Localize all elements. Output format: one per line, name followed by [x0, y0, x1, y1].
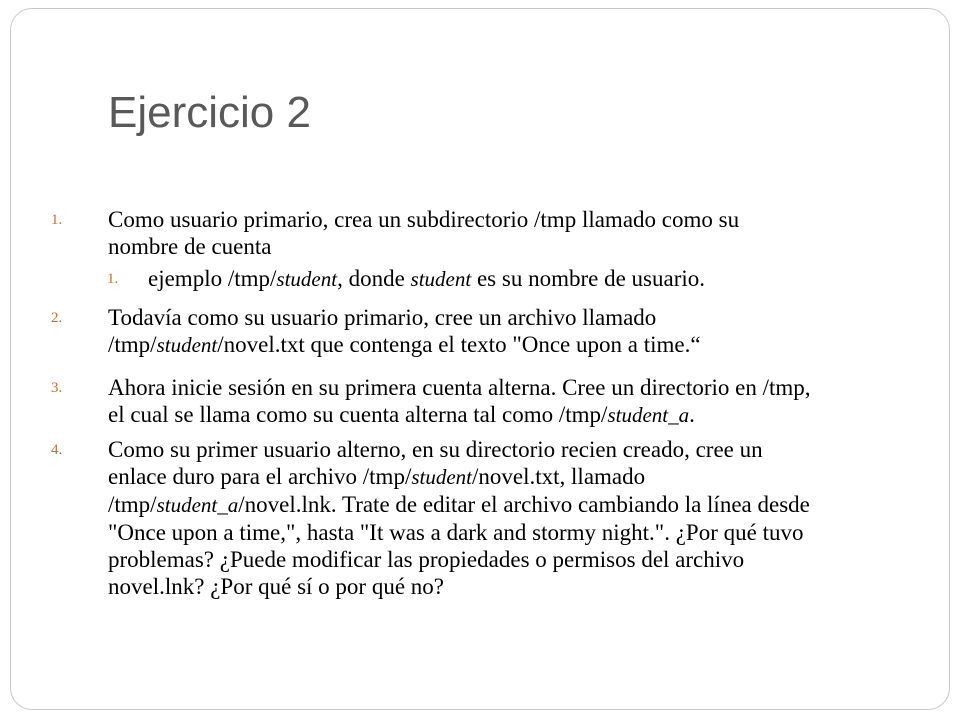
italic-text-run: student: [410, 267, 472, 291]
list-item-number: 1.: [107, 271, 119, 287]
text-run: /tmp/: [108, 332, 157, 357]
numbered-list: [11, 9, 949, 709]
list-item-number: 1.: [51, 212, 63, 228]
list-item-2: [51, 304, 948, 359]
list-item-text-line: [108, 463, 948, 491]
slide-title: Ejercicio 2: [108, 88, 311, 137]
list-item-text-line: "Once upon a time,", hasta "It was a dark and stormy night.". ¿Por qué tuvo: [108, 520, 804, 545]
list-item-text-line: [108, 331, 948, 359]
text-run: enlace duro para el archivo /tmp/: [108, 464, 412, 489]
list-item-text-line: Como su primer usuario alterno, en su directorio recien creado, cree un: [108, 437, 763, 462]
text-run: /tmp/: [108, 492, 157, 517]
text-run: /novel.txt que contenga el texto "Once upon a time.“: [217, 332, 701, 357]
text-run: /novel.lnk. Trate de editar el archivo cambiando la línea desde: [238, 492, 810, 517]
italic-text-run: student_a: [607, 403, 690, 427]
italic-text-run: student: [411, 465, 473, 489]
text-run: , donde: [337, 266, 411, 291]
list-item-text-line: Todavía como su usuario primario, cree un archivo llamado: [108, 305, 657, 330]
list-item-number: 2.: [51, 310, 63, 326]
text-run: /novel.txt, llamado: [472, 464, 646, 489]
list-item-text-line: Como usuario primario, crea un subdirectorio /tmp llamado como su: [108, 207, 740, 232]
list-item-4: [51, 436, 948, 600]
list-item-text-line: Ahora inicie sesión en su primera cuenta alterna. Cree un directorio en /tmp,: [108, 375, 811, 400]
italic-text-run: student: [156, 333, 218, 357]
text-run: es su nombre de usuario.: [471, 266, 706, 291]
list-subitem-1-1: [107, 265, 948, 293]
list-item-1: [51, 206, 948, 260]
list-item-text-line: novel.lnk? ¿Por qué sí o por qué no?: [108, 574, 444, 599]
list-item-text-line: [148, 265, 948, 293]
list-item-text-line: problemas? ¿Puede modificar las propiedades o permisos del archivo: [108, 547, 745, 572]
slide: [10, 8, 950, 710]
list-item-number: 4.: [51, 442, 63, 458]
list-item-text-line: [108, 401, 948, 429]
list-item-number: 3.: [51, 380, 63, 396]
text-run: el cual se llama como su cuenta alterna tal como /tmp/: [108, 402, 608, 427]
list-item-3: [51, 374, 948, 429]
italic-text-run: student_a: [156, 493, 239, 517]
list-item-text-line: [108, 491, 948, 519]
text-run: ejemplo /tmp/: [148, 266, 277, 291]
list-item-text-line: nombre de cuenta: [108, 234, 272, 259]
text-run: .: [689, 402, 695, 427]
italic-text-run: student: [276, 267, 338, 291]
